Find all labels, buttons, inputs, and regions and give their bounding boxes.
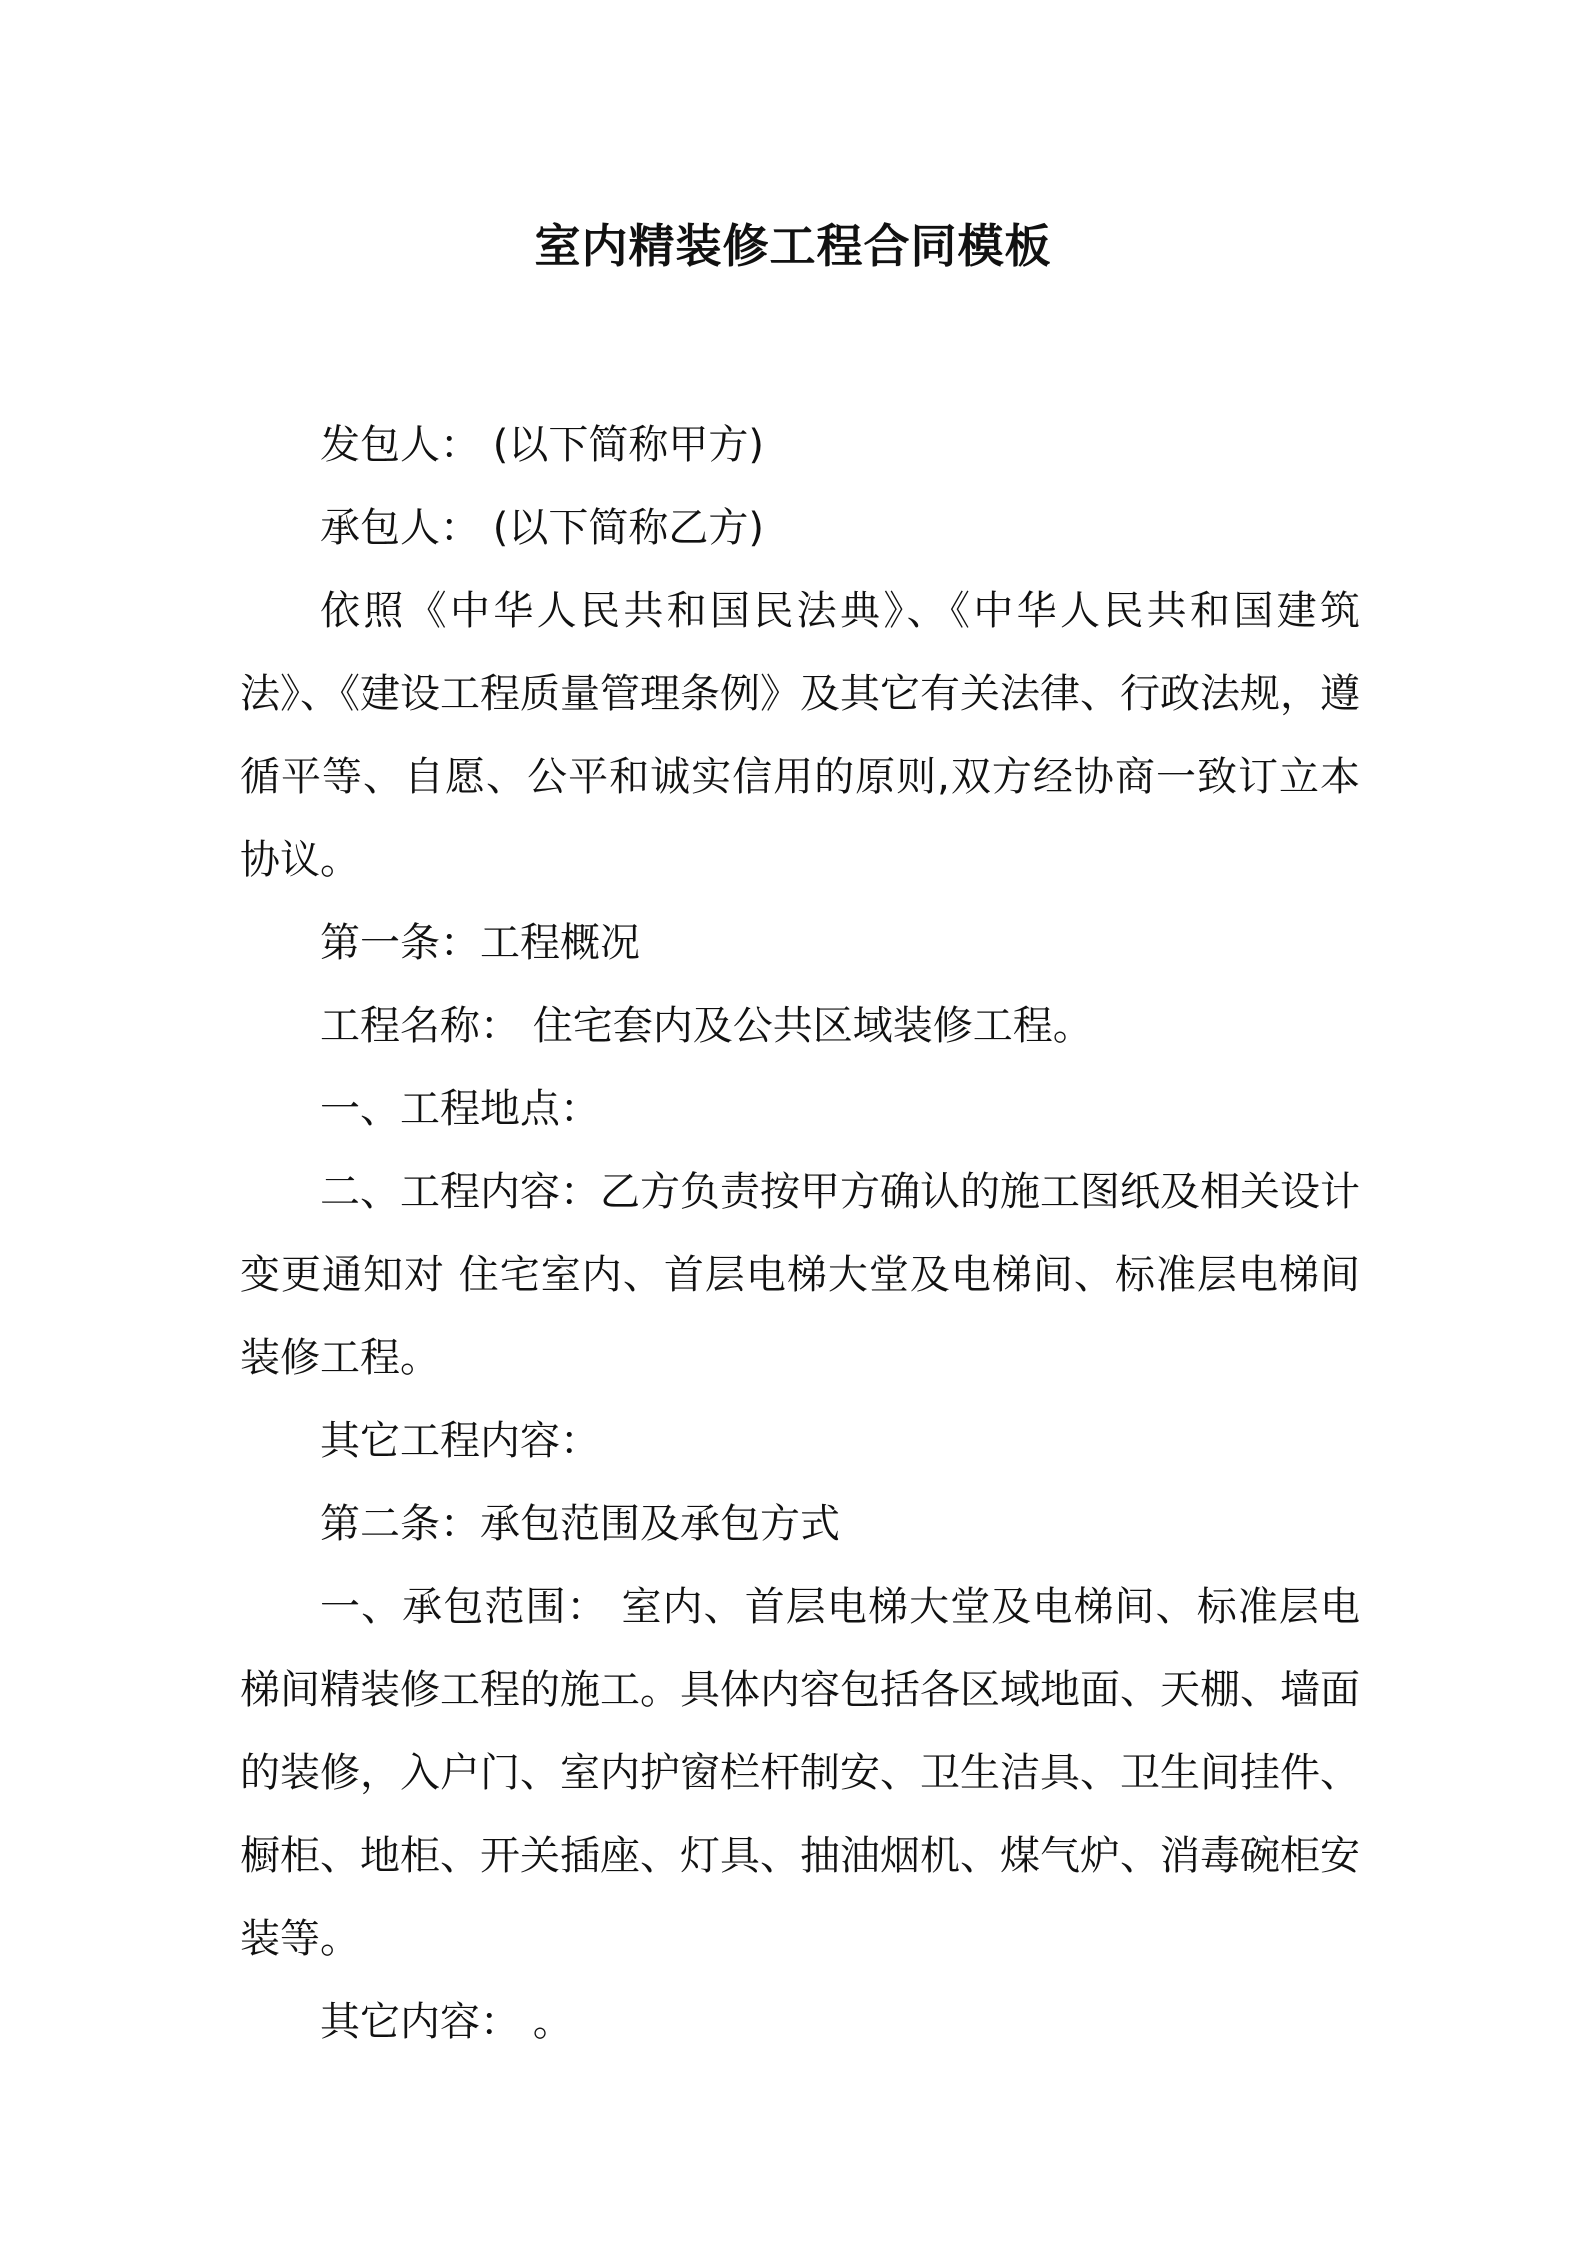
party-a-line: 发包人： (以下简称甲方) <box>320 422 764 468</box>
project-location-line: 一、工程地点： <box>320 1086 600 1132</box>
other-project-content-line: 其它工程内容： <box>320 1418 600 1464</box>
other-content-line: 其它内容： 。 <box>320 1999 573 2045</box>
article-2-heading: 第二条：承包范围及承包方式 <box>320 1501 840 1547</box>
legal-basis-paragraph: 依照《中华人民共和国民法典》、《中华人民共和国建筑法》、《建设工程质量管理条例》及其它有关法律、行政法规，遵循平等、自愿、公平和诚实信用的原则,双方经协商一致订立本协议。 <box>240 588 1360 883</box>
project-content-paragraph: 二、工程内容：乙方负责按甲方确认的施工图纸及相关设计变更通知对 住宅室内、首层电梯大堂及电梯间、标准层电梯间装修工程。 <box>240 1169 1360 1381</box>
document-title: 室内精装修工程合同模板 <box>534 219 1052 273</box>
contract-scope-paragraph: 一、承包范围： 室内、首层电梯大堂及电梯间、标准层电梯间精装修工程的施工。具体内容包括各区域地面、天棚、墙面的装修，入户门、室内护窗栏杆制安、卫生洁具、卫生间挂件、橱柜、地柜、开关插座、灯具、抽油烟机、煤气炉、消毒碗柜安装等。 <box>240 1584 1360 1962</box>
project-name-line: 工程名称： 住宅套内及公共区域装修工程。 <box>320 1003 1093 1049</box>
party-b-line: 承包人： (以下简称乙方) <box>320 505 764 551</box>
article-1-heading: 第一条：工程概况 <box>320 920 640 966</box>
document-body <box>240 404 1360 2064</box>
